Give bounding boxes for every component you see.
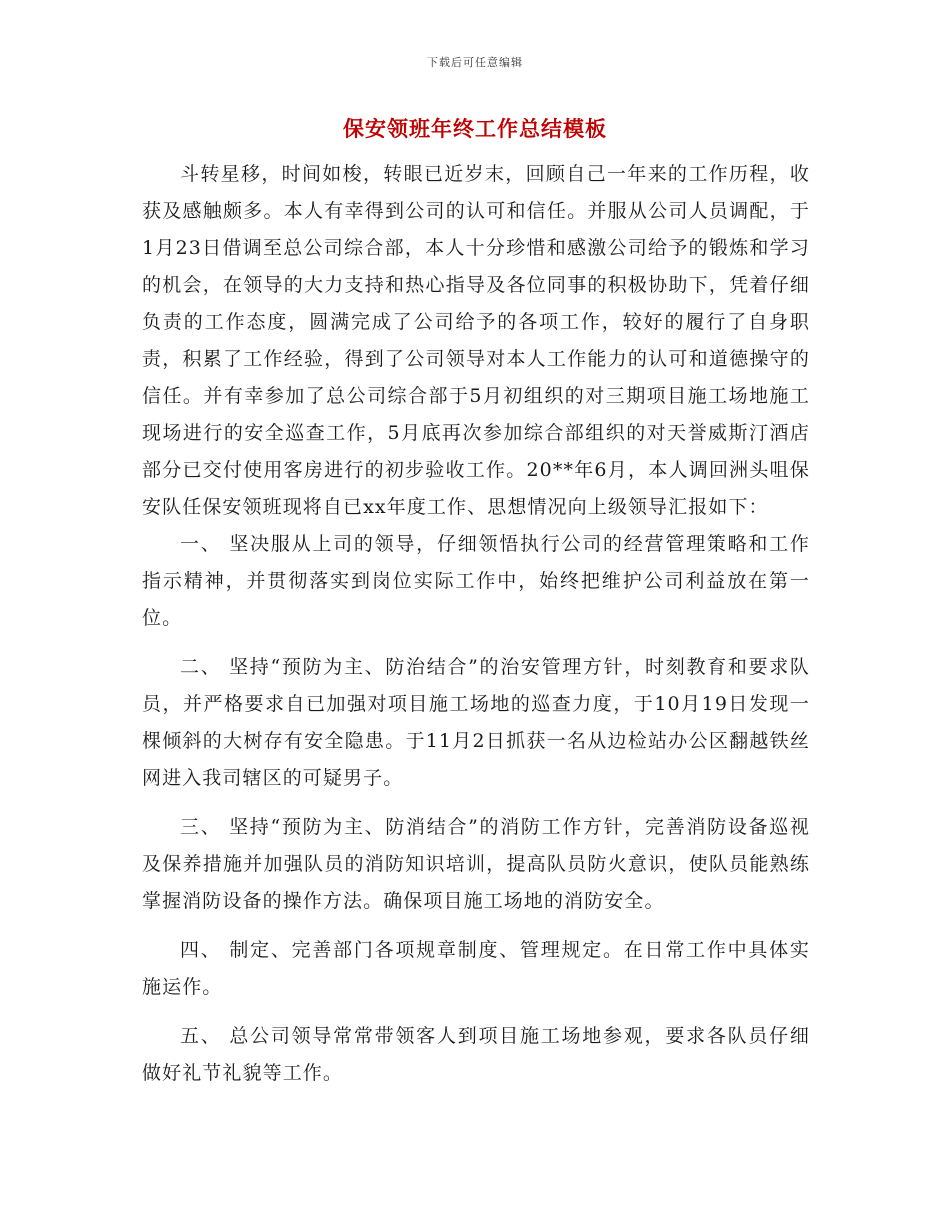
document-body xyxy=(142,156,810,1104)
paragraph-item-1: 一、 坚决服从上司的领导，仔细领悟执行公司的经营管理策略和工作 指示精神，并贯彻落实到岗位实际工作中，始终把维护公司利益放在第一位。 xyxy=(142,533,810,629)
header-note: 下载后可任意编辑 xyxy=(427,56,523,69)
document-title: 保安领班年终工作总结模板 xyxy=(343,116,607,141)
paragraph-item-4: 四、 制定、完善部门各项规章制度、管理规定。在日常工作中具体实施运作。 xyxy=(142,939,810,998)
paragraph-intro: 斗转星移，时间如梭，转眼已近岁末，回顾自己一年来的工作历程，收获及感触颇多。本人有幸得到公司的认可和信任。并服从公司人员调配，于1月23日借调至总公司综合部，本人十分珍惜和感激公司给予的锻炼和学习的机会，在领导的大力支持和热心指导及各位同事的积极协助下，凭着仔细负责的工作态度，圆满完成了公司给予的各项工作，较好的履行了自身职责，积累了工作经验，得到了公司领导对本人工作能力的认可和道德操守的信任。并有幸参加了总公司综合部于5月初组织的对三期项目施工场地施工现场进行的安全巡查工作，5月底再次参加综合部组织的对天誉威斯汀酒店部分已交付使用客房进行的初步验收工作。20**年6月，本人调回洲头咀保安队任保安领班现将自已xx年度工作、思想情况向上级领导汇报如下： xyxy=(142,163,810,518)
paragraph-item-3: 三、 坚持“预防为主、防消结合”的消防工作方针，完善消防设备巡视及保养措施并加强队员的消防知识培训，提高队员防火意识，使队员能熟练掌握消防设备的操作方法。确保项目施工场地的消防安全。 xyxy=(142,816,810,912)
paragraph-item-5: 五、 总公司领导常常带领客人到项目施工场地参观，要求各队员仔细做好礼节礼貌等工作。 xyxy=(142,1025,810,1084)
paragraph-item-2: 二、 坚持“预防为主、防治结合”的治安管理方针，时刻教育和要求队员，并严格要求自已加强对项目施工场地的巡查力度，于10月19日发现一棵倾斜的大树存有安全隐患。于11月2日抓获一名从边检站办公区翻越铁丝网进入我司辖区的可疑男子。 xyxy=(142,656,810,789)
